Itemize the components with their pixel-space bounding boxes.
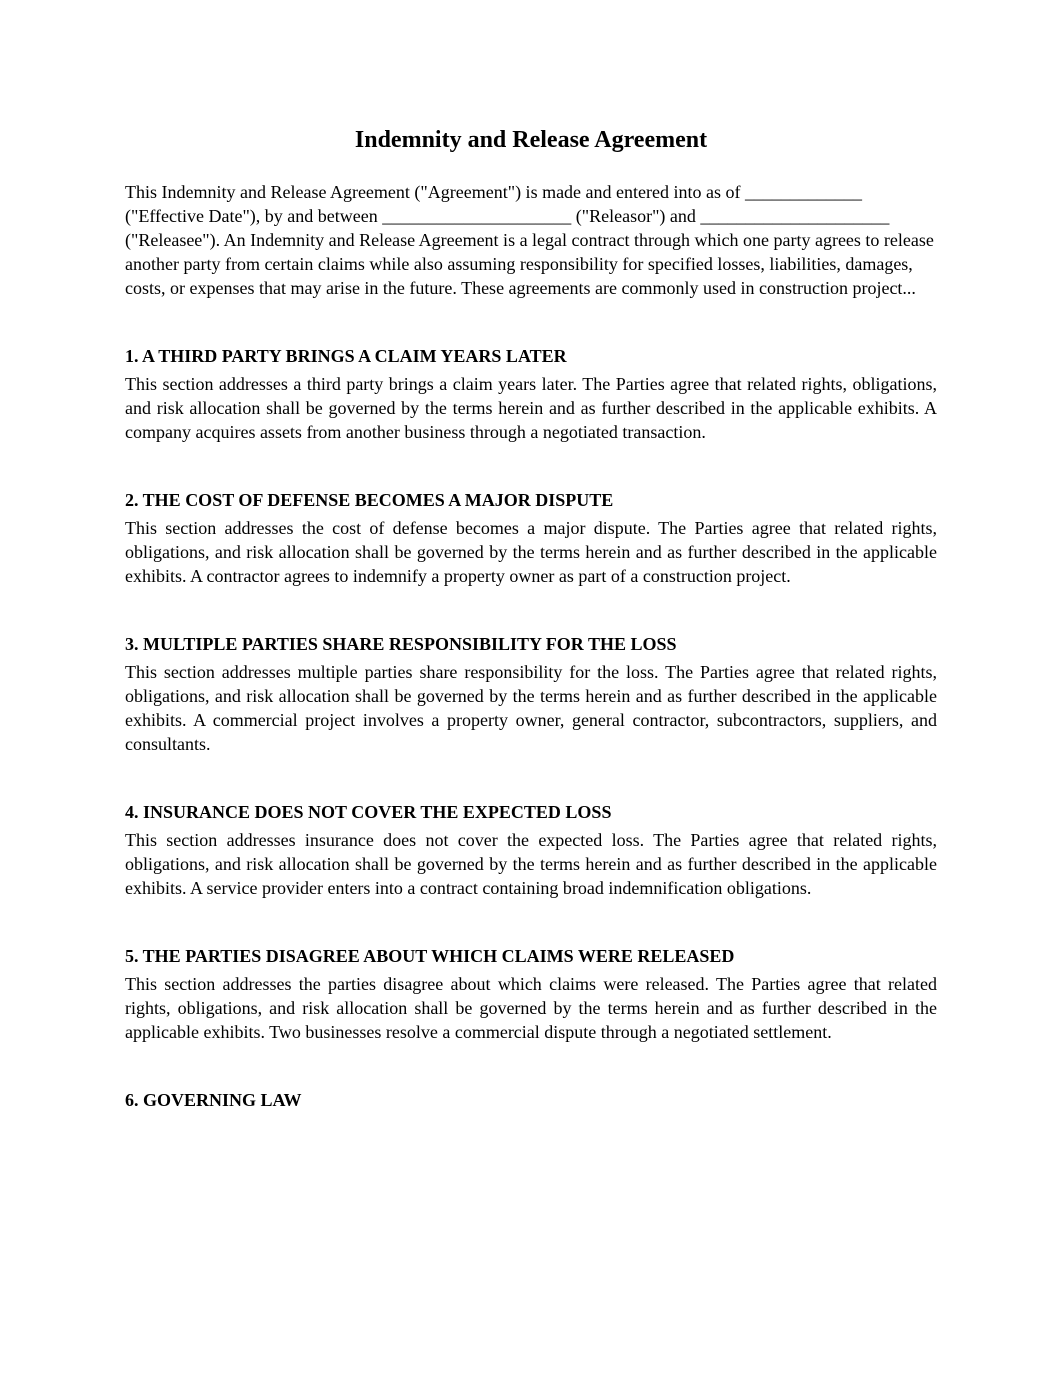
section-body: This section addresses the cost of defense becomes a major dispute. The Parties agree that related rights, obligations, and risk allocation shall be governed by the terms herein and as further described in the applicable exhibits. A contractor agrees to indemnify a property owner as part of a construction project. <box>125 518 937 586</box>
section-body: This section addresses the parties disagree about which claims were released. The Parties agree that related rights, obligations, and risk allocation shall be governed by the terms herein and as further described in the applicable exhibits. Two businesses resolve a commercial dispute through a negotiated settlement. <box>125 974 937 1042</box>
section-5 <box>125 944 937 1044</box>
section-3 <box>125 632 937 756</box>
section-heading: 2. THE COST OF DEFENSE BECOMES A MAJOR DISPUTE <box>125 490 614 510</box>
section-heading: 4. INSURANCE DOES NOT COVER THE EXPECTED LOSS <box>125 802 612 822</box>
section-heading: 1. A THIRD PARTY BRINGS A CLAIM YEARS LATER <box>125 346 567 366</box>
section-heading: 6. GOVERNING LAW <box>125 1090 302 1110</box>
section-6 <box>125 1088 937 1112</box>
section-heading: 5. THE PARTIES DISAGREE ABOUT WHICH CLAIMS WERE RELEASED <box>125 946 735 966</box>
section-body: This section addresses multiple parties share responsibility for the loss. The Parties agree that related rights, obligations, and risk allocation shall be governed by the terms herein and as further described in the applicable exhibits. A commercial project involves a property owner, general contractor, subcontractors, suppliers, and consultants. <box>125 662 937 754</box>
section-4 <box>125 800 937 900</box>
intro-paragraph: This Indemnity and Release Agreement ("Agreement") is made and entered into as of _____________ ("Effective Date"), by and between _____________________ ("Releasor") and _____________________ ("Releasee"). An Indemnity and Release Agreement is a legal contract through which one party agrees to release another party from certain claims while also assuming responsibility for specified losses, liabilities, damages, costs, or expenses that may arise in the future. These agreements are commonly used in construction project... <box>125 182 934 298</box>
section-body: This section addresses insurance does not cover the expected loss. The Parties agree that related rights, obligations, and risk allocation shall be governed by the terms herein and as further described in the applicable exhibits. A service provider enters into a contract containing broad indemnification obligations. <box>125 830 937 898</box>
document-title: Indemnity and Release Agreement <box>354 127 708 153</box>
document-body <box>125 180 937 1116</box>
section-2 <box>125 488 937 588</box>
section-1 <box>125 344 937 444</box>
section-body: This section addresses a third party brings a claim years later. The Parties agree that related rights, obligations, and risk allocation shall be governed by the terms herein and as further described in the applicable exhibits. A company acquires assets from another business through a negotiated transaction. <box>125 374 937 442</box>
section-heading: 3. MULTIPLE PARTIES SHARE RESPONSIBILITY FOR THE LOSS <box>125 634 677 654</box>
